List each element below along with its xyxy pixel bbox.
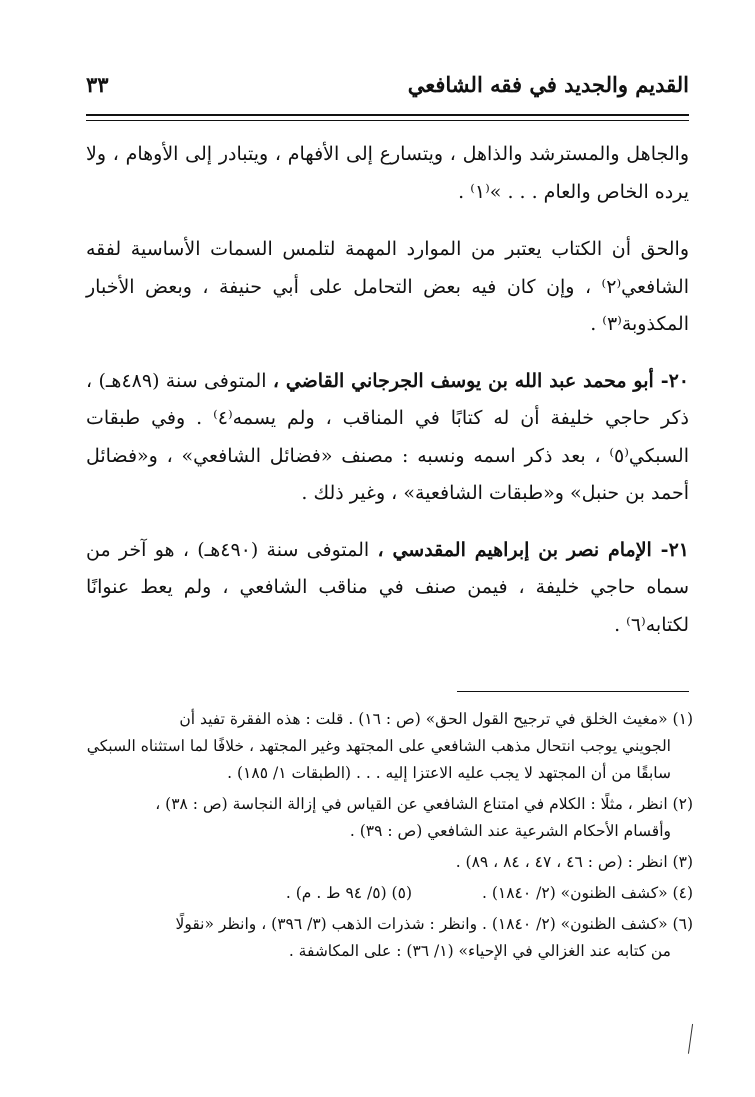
- footnote-6-continuation: من كتابه عند الغزالي في الإحياء» (١/ ٣٦) : على المكاشفة .: [288, 942, 671, 960]
- running-title: القديم والجديد في فقه الشافعي: [407, 72, 689, 97]
- footnote-2-continuation: وأقسام الأحكام الشرعية عند الشافعي (ص : ٣٩) .: [349, 822, 671, 840]
- header-rule-thick: [86, 114, 689, 116]
- running-header: [86, 64, 689, 114]
- header-rule-thin: [86, 120, 689, 121]
- footnote-2: [86, 791, 693, 845]
- entry-21: [86, 532, 689, 645]
- footnote-1-continuation: الجويني يوجب انتحال مذهب الشافعي على المجتهد وغير المجتهد ، خلافًا لما استثناه السبكي سابقًا من أن المجتهد لا يجب عليه الاعتزا إليه . . . (الطبقات ١/ ١٨٥) .: [86, 737, 671, 782]
- entry-21-heading: ٢١- الإمام نصر بن إبراهيم المقدسي ،: [377, 538, 689, 561]
- entry-21-text: المتوفى سنة (٤٩٠هـ) ، هو آخر من سماه حاجي خليفة ، فيمن صنف في مناقب الشافعي ، ولم يعط عنوانًا لكتابه⁽٦⁾ .: [86, 538, 689, 636]
- footnotes: [86, 706, 693, 969]
- footnote-2-text: (٢) انظر ، مثلًا : الكلام في امتناع الشافعي عن القياس في إزالة النجاسة (ص : ٣٨) ،: [155, 795, 693, 813]
- main-text: [86, 136, 689, 663]
- footnote-1: [86, 706, 693, 787]
- footnote-1-text: (١) «مغيث الخلق في ترجيح القول الحق» (ص : ١٦) . قلت : هذه الفقرة تفيد أن: [179, 710, 693, 728]
- footnote-5: (٥) (٥/ ٩٤ ط . م) .: [285, 884, 412, 902]
- page-number: ٣٣: [86, 72, 109, 97]
- paragraph-book-assessment: والحق أن الكتاب يعتبر من الموارد المهمة لتلمس السمات الأساسية لفقه الشافعي⁽٢⁾ ، وإن كان فيه بعض التحامل على أبي حنيفة ، وبعض الأخبار المكذوبة⁽٣⁾ .: [86, 238, 689, 335]
- entry-20-text: المتوفى سنة (٤٨٩هـ) ، ذكر حاجي خليفة أن له كتابًا في المناقب ، ولم يسمه⁽٤⁾ . وفي طبقات السبكي⁽٥⁾ ، بعد ذكر اسمه ونسبه : مصنف «فضائل الشافعي» ، و«فضائل أحمد بن حنبل» و«طبقات الشافعية» ، وغير ذلك .: [86, 369, 689, 504]
- footnotes-4-5: [86, 880, 693, 907]
- footnote-6: [86, 911, 693, 965]
- footnote-separator: [457, 691, 689, 692]
- entry-20: [86, 363, 689, 513]
- paragraph-quote-end: والجاهل والمسترشد والذاهل ، ويتسارع إلى الأفهام ، ويتبادر إلى الأوهام ، ولا يرده الخاص والعام . . . »⁽١⁾ .: [86, 143, 689, 203]
- footnote-6-text: (٦) «كشف الظنون» (٢/ ١٨٤٠) . وانظر : شذرات الذهب (٣/ ٣٩٦) ، وانظر «نقولًا: [175, 915, 693, 933]
- entry-20-heading: ٢٠- أبو محمد عبد الله بن يوسف الجرجاني القاضي ،: [272, 369, 689, 392]
- footnote-3: (٣) انظر : (ص : ٤٦ ، ٤٧ ، ٨٤ ، ٨٩) .: [455, 853, 693, 871]
- footnote-4: (٤) «كشف الظنون» (٢/ ١٨٤٠) .: [482, 884, 693, 902]
- margin-pen-mark: [688, 1024, 695, 1054]
